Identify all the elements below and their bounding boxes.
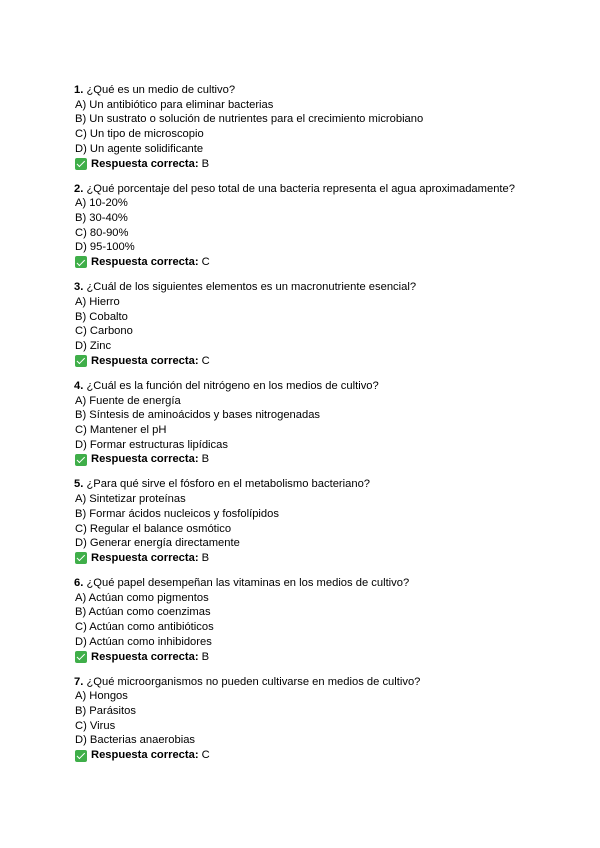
answer-value: B — [201, 551, 210, 564]
answer-option: C) Mantener el pH — [75, 423, 167, 436]
answer-option: D) Bacterias anaerobias — [75, 734, 196, 747]
answer-option: A) Un antibiótico para eliminar bacterias — [75, 98, 274, 111]
question-number: 7. — [74, 675, 84, 688]
check-mark-icon — [75, 256, 87, 268]
question-line — [74, 280, 574, 295]
question-text: ¿Qué porcentaje del peso total de una bacteria representa el agua aproximadamente? — [86, 182, 515, 195]
correct-answer — [74, 157, 574, 172]
answer-value: B — [201, 453, 210, 466]
answer-label: Respuesta correcta: — [91, 551, 199, 564]
question-line — [74, 675, 574, 690]
answer-option: C) Carbono — [75, 325, 133, 338]
answer-value: C — [201, 256, 210, 269]
question-block — [74, 83, 574, 171]
question-text: ¿Qué microorganismos no pueden cultivarse en medios de cultivo? — [86, 675, 421, 688]
answer-option: A) Fuente de energía — [75, 394, 181, 407]
answer-option: A) Actúan como pigmentos — [75, 591, 209, 604]
correct-answer — [74, 452, 574, 467]
question-block — [74, 576, 574, 664]
question-text: ¿Para qué sirve el fósforo en el metabolismo bacteriano? — [86, 478, 371, 491]
answer-option: C) 80-90% — [75, 226, 129, 239]
answer-option: C) Actúan como antibióticos — [75, 621, 214, 634]
answer-option: C) Regular el balance osmótico — [75, 522, 232, 535]
check-mark-icon — [75, 651, 87, 663]
check-mark-icon — [75, 454, 87, 466]
answer-label: Respuesta correcta: — [91, 256, 199, 269]
answer-option: D) Formar estructuras lipídicas — [75, 438, 228, 451]
question-number: 5. — [74, 478, 84, 491]
quiz-list — [74, 83, 574, 773]
question-line — [74, 477, 574, 492]
check-mark-icon — [75, 158, 87, 170]
answer-option: B) Formar ácidos nucleicos y fosfolípidos — [75, 507, 279, 520]
question-text: ¿Cuál de los siguientes elementos es un macronutriente esencial? — [86, 281, 417, 294]
question-line — [74, 182, 574, 197]
answer-label: Respuesta correcta: — [91, 453, 199, 466]
question-line — [74, 83, 574, 98]
answer-option: B) Síntesis de aminoácidos y bases nitrogenadas — [75, 409, 321, 422]
answer-label: Respuesta correcta: — [91, 749, 199, 762]
question-block — [74, 675, 574, 763]
question-number: 3. — [74, 281, 84, 294]
question-number: 2. — [74, 182, 84, 195]
answer-option: A) Hierro — [75, 295, 120, 308]
question-block — [74, 182, 574, 270]
answer-option: C) Virus — [75, 719, 116, 732]
question-number: 1. — [74, 84, 84, 96]
answer-option: B) Actúan como coenzimas — [75, 606, 211, 619]
question-line — [74, 576, 574, 591]
check-mark-icon — [75, 355, 87, 367]
correct-answer — [74, 354, 574, 369]
question-text: ¿Qué papel desempeñan las vitaminas en los medios de cultivo? — [86, 577, 410, 590]
check-mark-icon — [75, 552, 87, 564]
answer-option: C) Un tipo de microscopio — [75, 128, 204, 141]
answer-option: B) Parásitos — [75, 705, 136, 718]
answer-option: D) 95-100% — [75, 241, 135, 254]
question-block — [74, 477, 574, 565]
question-text: ¿Cuál es la función del nitrógeno en los medios de cultivo? — [86, 379, 379, 392]
answer-label: Respuesta correcta: — [91, 157, 199, 170]
answer-option: A) Hongos — [75, 690, 128, 703]
answer-option: B) Un sustrato o solución de nutrientes para el crecimiento microbiano — [75, 113, 424, 126]
question-number: 4. — [74, 379, 84, 392]
question-line — [74, 379, 574, 394]
answer-option: D) Actúan como inhibidores — [75, 635, 212, 648]
question-number: 6. — [74, 577, 84, 590]
correct-answer — [74, 650, 574, 665]
correct-answer — [74, 255, 574, 270]
correct-answer — [74, 748, 574, 763]
question-block — [74, 280, 574, 368]
question-block — [74, 379, 574, 467]
answer-value: C — [201, 354, 210, 367]
answer-option: A) Sintetizar proteínas — [75, 493, 186, 506]
answer-label: Respuesta correcta: — [91, 354, 199, 367]
answer-option: B) 30-40% — [75, 212, 128, 225]
answer-option: B) Cobalto — [75, 310, 128, 323]
answer-label: Respuesta correcta: — [91, 650, 199, 663]
answer-option: A) 10-20% — [75, 197, 128, 210]
answer-value: B — [201, 157, 210, 170]
answer-option: D) Un agente solidificante — [75, 142, 204, 155]
answer-option: D) Generar energía directamente — [75, 537, 240, 550]
check-mark-icon — [75, 750, 87, 762]
answer-value: B — [201, 650, 210, 663]
correct-answer — [74, 551, 574, 566]
answer-value: C — [201, 749, 210, 762]
question-text: ¿Qué es un medio de cultivo? — [86, 84, 236, 96]
answer-option: D) Zinc — [75, 340, 112, 353]
